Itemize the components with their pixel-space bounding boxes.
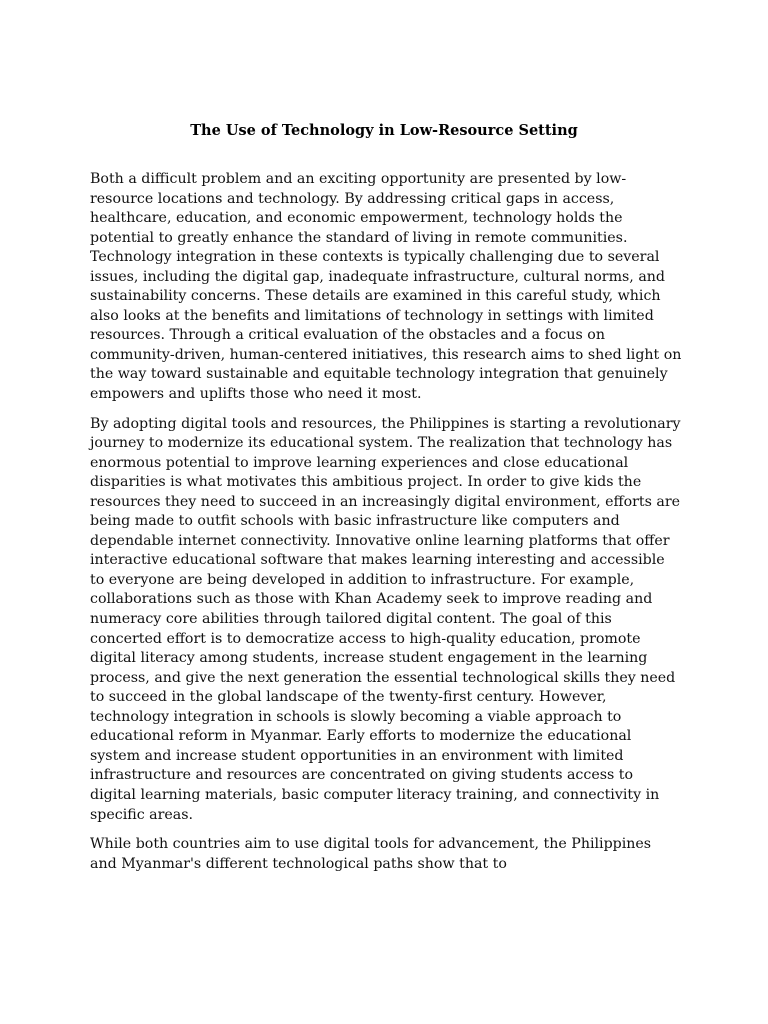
document-body — [90, 170, 682, 884]
document-title: The Use of Technology in Low-Resource Setting — [190, 122, 578, 139]
paragraph-intro: Both a difficult problem and an exciting opportunity are presented by low-resource locations and technology. By addressing critical gaps in access, healthcare, education, and economic empowerment, technology holds the potential to greatly enhance the standard of living in remote communities. Technology integration in these contexts is typically challenging due to several issues, including the digital gap, inadequate infrastructure, cultural norms, and sustainability concerns. These details are examined in this careful study, which also looks at the benefits and limitations of technology in settings with limited resources. Through a critical evaluation of the obstacles and a focus on community-driven, human-centered initiatives, this research aims to shed light on the way toward sustainable and equitable technology integration that genuinely empowers and uplifts those who need it most. — [90, 171, 682, 403]
paragraph-comparison: While both countries aim to use digital tools for advancement, the Philippines and Myanmar's different technological paths show that to — [90, 836, 652, 872]
paragraph-philippines-myanmar: By adopting digital tools and resources, the Philippines is starting a revolutionary journey to modernize its educational system. The realization that technology has enormous potential to improve learning experiences and close educational disparities is what motivates this ambitious project. In order to give kids the resources they need to succeed in an increasingly digital environment, efforts are being made to outfit schools with basic infrastructure like computers and dependable internet connectivity. Innovative online learning platforms that offer interactive educational software that makes learning interesting and accessible to everyone are being developed in addition to infrastructure. For example, collaborations such as those with Khan Academy seek to improve reading and numeracy core abilities through tailored digital content. The goal of this concerted effort is to democratize access to high-quality education, promote digital literacy among students, increase student engagement in the learning process, and give the next generation the essential technological skills they need to succeed in the global landscape of the twenty-first century. However, technology integration in schools is slowly becoming a viable approach to educational reform in Myanmar. Early efforts to modernize the educational system and increase student opportunities in an environment with limited infrastructure and resources are concentrated on giving students access to digital learning materials, basic computer literacy training, and connectivity in specific areas. — [90, 415, 681, 823]
